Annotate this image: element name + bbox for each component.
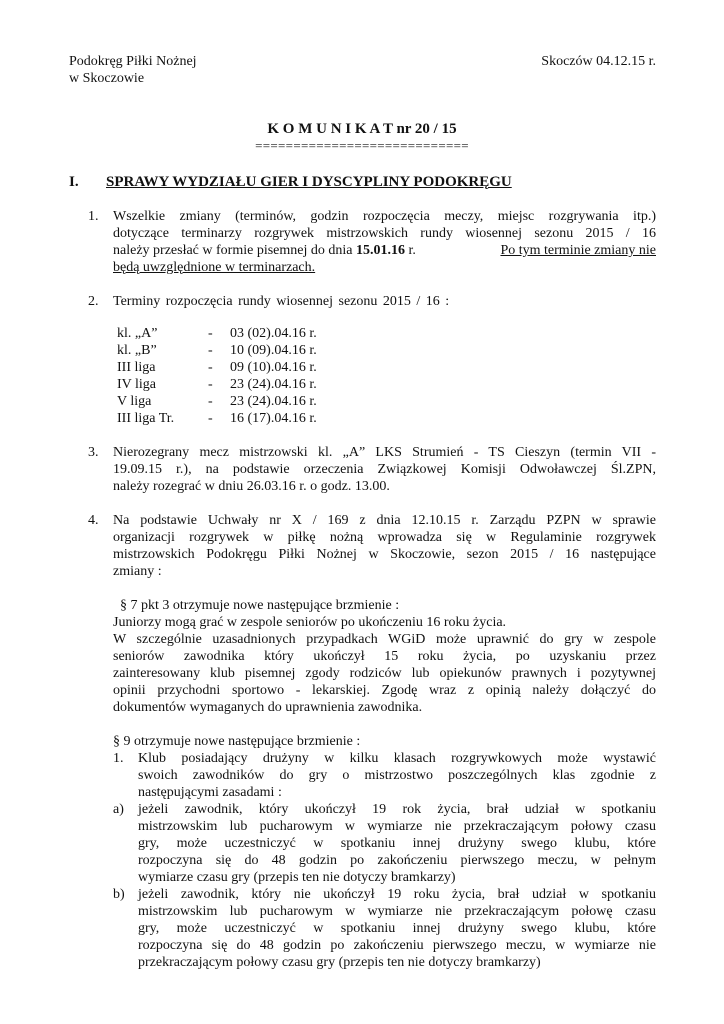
title-underline-rule: ============================ [255, 138, 469, 153]
par9-point-a-line-2: mistrzowskim lub pucharowym w wymiarze nie przekraczającym połowy czasu [138, 819, 656, 834]
item-1-line-3 [113, 242, 656, 259]
table-dash: - [208, 411, 213, 426]
item-1-warning-part-1: Po tym terminie zmiany nie [500, 243, 656, 258]
organization-name: Podokręg Piłki Nożnej [69, 54, 197, 69]
start-date: 03 (02).04.16 r. [230, 326, 317, 341]
league-name: IV liga [117, 377, 157, 392]
par9-point-b-line-4: rozpoczyna się do 48 godzin po zakończeniu pierwszego meczu, w wymiarze nie [138, 938, 656, 953]
par9-point-b-label: b) [113, 887, 125, 902]
par7-heading: § 7 pkt 3 otrzymuje nowe następujące brzmienie : [120, 598, 400, 613]
league-name: III liga [117, 360, 156, 375]
par7-line-7: dokumentów wymaganych do uprawnienia zawodnika. [113, 700, 423, 715]
item-4-number: 4. [88, 513, 99, 528]
league-name: V liga [117, 394, 152, 409]
place-date: Skoczów 04.12.15 r. [541, 54, 656, 69]
item-1-warning-part-2: będą uwzględnione w terminarzach. [113, 260, 316, 275]
item-3-number: 3. [88, 445, 99, 460]
section-heading: SPRAWY WYDZIAŁU GIER I DYSCYPLINY PODOKRĘGU [106, 174, 512, 190]
item-4-line-1: Na podstawie Uchwały nr X / 169 z dnia 12.10.15 r. Zarządu PZPN w sprawie [113, 513, 656, 528]
start-date: 23 (24).04.16 r. [230, 377, 317, 392]
item-2-number: 2. [88, 294, 99, 309]
item-3-line-2: 19.09.15 r.), na podstawie orzeczenia Związkowej Komisji Odwoławczej Śl.ZPN, [113, 462, 656, 477]
par9-point-b-line-2: mistrzowskim lub pucharowym w wymiarze nie przekraczającym połowę czasu [138, 904, 656, 919]
par9-point-b-line-5: przekraczającym połowy czasu gry (przepis ten nie dotyczy bramkarzy) [138, 955, 541, 970]
par9-point-1-number: 1. [113, 751, 124, 766]
par9-point-a-label: a) [113, 802, 124, 817]
par9-point-1-line-1: Klub posiadający drużyny w kilku klasach rozgrywkowych może wystawić [138, 751, 656, 766]
organization-location: w Skoczowie [69, 71, 145, 86]
start-date: 10 (09).04.16 r. [230, 343, 317, 358]
item-4-line-2: organizacji rozgrywek w piłkę nożną wprowadza się w Regulaminie rozgrywek [113, 530, 656, 545]
par7-line-3: W szczególnie uzasadnionych przypadkach WGiD może uprawnić do gry w zespole [113, 632, 656, 647]
par9-point-a-line-3: gry, może uczestniczyć w spotkaniu innej drużyny swego klubu, które [138, 836, 656, 851]
par9-point-b-line-3: gry, może uczestniczyć w spotkaniu innej drużyny swego klubu, które [138, 921, 656, 936]
start-date: 16 (17).04.16 r. [230, 411, 317, 426]
league-name: III liga Tr. [117, 411, 175, 426]
par9-point-b-line-1: jeżeli zawodnik, który nie ukończył 19 roku życia, brał udział w spotkaniu [138, 887, 656, 902]
table-dash: - [208, 326, 213, 341]
par9-point-1-line-2: swoich zawodników do gry o mistrzostwo poszczególnych klas zgodnie z [138, 768, 656, 783]
item-1-deadline-suffix: r. [408, 243, 416, 258]
start-date: 23 (24).04.16 r. [230, 394, 317, 409]
item-3-line-3: należy rozegrać w dniu 26.03.16 r. o godz. 13.00. [113, 479, 390, 494]
item-1-line-2: dotyczące terminarzy rozgrywek mistrzowskich rundy wiosennej sezonu 2015 / 16 [113, 226, 656, 241]
item-1-line-1: Wszelkie zmiany (terminów, godzin rozpoczęcia meczy, miejsc rozgrywania itp.) [113, 209, 656, 224]
league-name: kl. „A” [117, 326, 158, 341]
item-2-text: Terminy rozpoczęcia rundy wiosennej sezonu 2015 / 16 : [113, 294, 450, 309]
item-3-line-1: Nierozegrany mecz mistrzowski kl. „A” LKS Strumień - TS Cieszyn (termin VII - [113, 445, 656, 460]
item-4-line-4: zmiany : [113, 564, 162, 579]
par7-line-6: opinii przychodni sportowo - lekarskiej. Zgodę wraz z opinią należy dołączyć do [113, 683, 656, 698]
par9-point-1-line-3: następującymi zasadami : [138, 785, 282, 800]
table-dash: - [208, 343, 213, 358]
league-name: kl. „B” [117, 343, 157, 358]
table-dash: - [208, 377, 213, 392]
table-dash: - [208, 360, 213, 375]
item-1-deadline-date: 15.01.16 [355, 243, 405, 258]
par7-line-4: seniorów zawodnika który ukończył 15 roku życia, po uzyskaniu przez [113, 649, 656, 664]
par7-line-5: zainteresowany klub pisemnej zgody rodziców lub opiekunów prawnych i pozytywnej [113, 666, 656, 681]
start-date: 09 (10).04.16 r. [230, 360, 317, 375]
table-dash: - [208, 394, 213, 409]
par7-line-2: Juniorzy mogą grać w zespole seniorów po ukończeniu 16 roku życia. [113, 615, 507, 630]
par9-heading: § 9 otrzymuje nowe następujące brzmienie : [113, 734, 361, 749]
document-title: K O M U N I K A T nr 20 / 15 [267, 121, 457, 137]
par9-point-a-line-1: jeżeli zawodnik, który ukończył 19 rok życia, brał udział w spotkaniu [138, 802, 656, 817]
par9-point-a-line-4: rozpoczyna się do 48 godzin po zakończeniu pierwszego meczu, w pełnym [138, 853, 656, 868]
par9-point-a-line-5: wymiarze czasu gry (przepis ten nie dotyczy bramkarzy) [138, 870, 456, 885]
section-number: I. [69, 174, 79, 190]
item-1-deadline-text: należy przesłać w formie pisemnej do dnia [113, 243, 353, 258]
item-1-number: 1. [88, 209, 99, 224]
item-4-line-3: mistrzowskich Podokręgu Piłki Nożnej w Skoczowie, sezon 2015 / 16 następujące [113, 547, 656, 562]
